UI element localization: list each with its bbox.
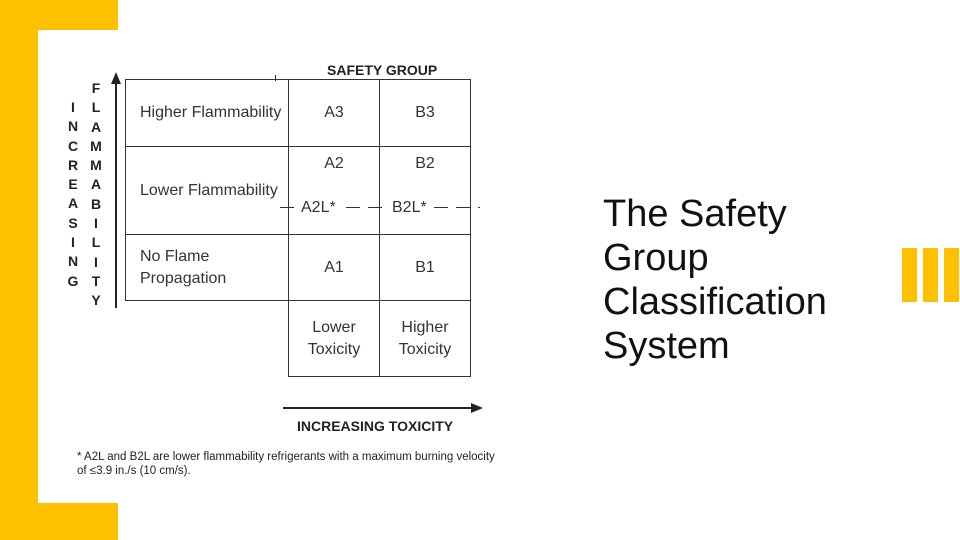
safety-group-header: SAFETY GROUP (327, 62, 438, 78)
lower-toxicity-label: Lower Toxicity (289, 301, 380, 377)
toxicity-arrowhead-icon (471, 402, 483, 414)
cell-a3: A3 (289, 80, 380, 147)
table-row (126, 301, 471, 377)
higher-toxicity-label: Higher Toxicity (380, 301, 471, 377)
increasing-toxicity-label: INCREASING TOXICITY (297, 418, 454, 434)
flammability-arrow-shaft (115, 82, 117, 308)
bars-logo-icon (902, 248, 960, 302)
table-row (126, 147, 471, 235)
row-label-lower-flammability: Lower Flammability (126, 147, 289, 235)
table-row (126, 235, 471, 301)
cell-b1: B1 (380, 235, 471, 301)
cell-a1: A1 (289, 235, 380, 301)
increasing-vertical-label: I N C R E A S I N G (67, 99, 79, 289)
row-label-no-flame-propagation: No Flame Propagation (126, 235, 289, 301)
flammability-vertical-label: F L A M M A B I L I T Y (90, 80, 102, 309)
toxicity-arrow-shaft (283, 407, 473, 409)
cell-a2: A2 (289, 147, 380, 235)
safety-group-table (125, 79, 471, 377)
row-label-higher-flammability: Higher Flammability (126, 80, 289, 147)
footnote: * A2L and B2L are lower flammability refrigerants with a maximum burning velocity of ≤3.9 in./s (10 cm/s). (77, 451, 495, 477)
flammability-arrowhead-icon (110, 72, 122, 84)
cell-b3: B3 (380, 80, 471, 147)
subclass-b2l: B2L* (388, 199, 431, 217)
slide-title: The Safety Group Classification System (603, 193, 827, 367)
table-row (126, 80, 471, 147)
cell-b2: B2 (380, 147, 471, 235)
subclass-a2l: A2L* (297, 199, 340, 217)
